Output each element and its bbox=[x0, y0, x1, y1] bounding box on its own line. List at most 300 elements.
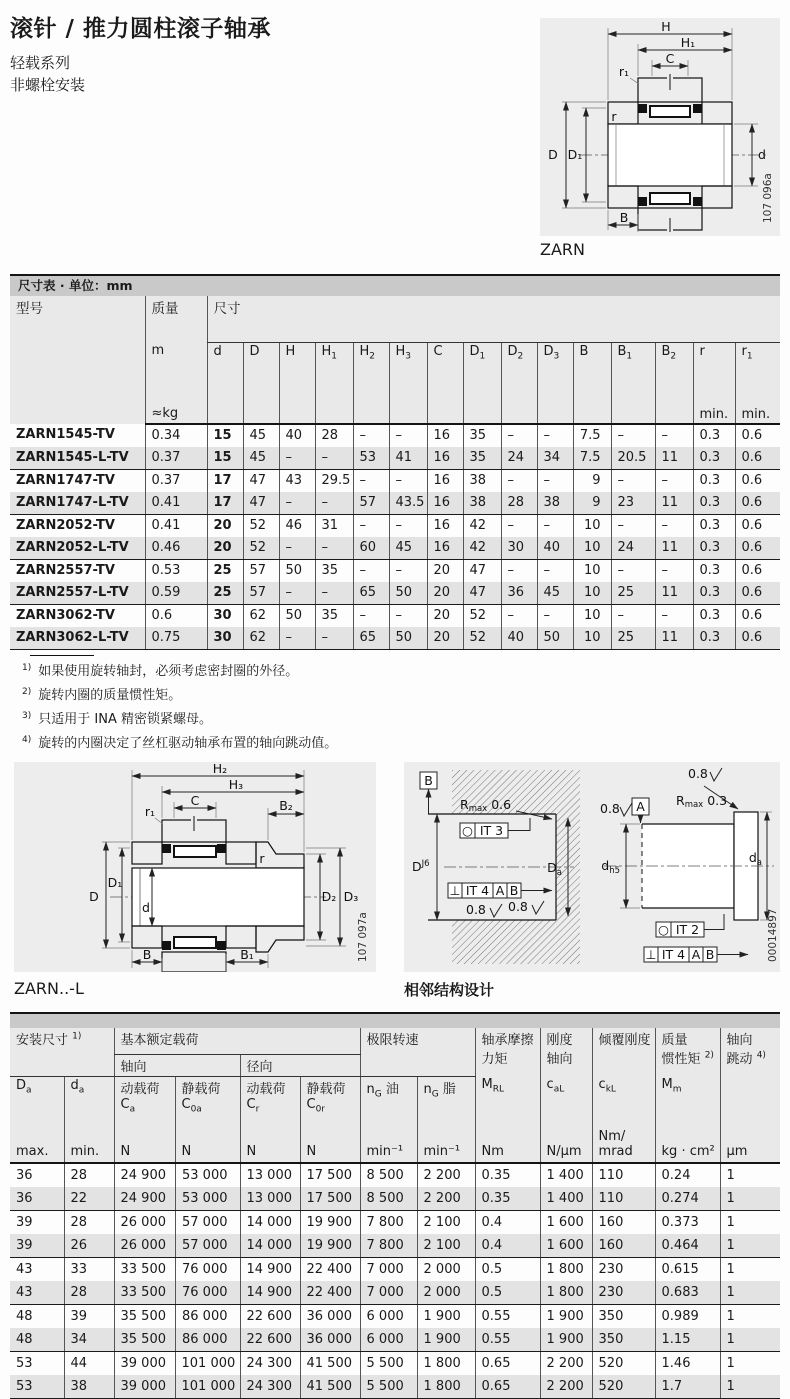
data-value: 0.24 bbox=[655, 1163, 720, 1187]
dim-label-b: B bbox=[142, 947, 152, 962]
mounting-data-table bbox=[10, 1028, 780, 1399]
data-value: 0.65 bbox=[475, 1375, 540, 1399]
data-value: 2 000 bbox=[417, 1281, 475, 1305]
dim-value: – bbox=[353, 424, 389, 447]
dim-value: 52 bbox=[463, 605, 501, 628]
col-header-d bbox=[243, 342, 279, 424]
roundness-symbol: ○ bbox=[658, 922, 669, 937]
data-value: 1 bbox=[720, 1163, 780, 1187]
dim-unit: min. bbox=[741, 406, 771, 422]
mass-value: 0.37 bbox=[145, 470, 207, 493]
symbol-wrap bbox=[360, 344, 386, 422]
it3-label: IT 3 bbox=[479, 823, 504, 838]
table-row bbox=[10, 1258, 780, 1282]
mass-value: 0.6 bbox=[145, 605, 207, 628]
col-header-c bbox=[427, 342, 463, 424]
col-symbol-text: $C_{0a}$ bbox=[181, 1096, 202, 1115]
model-designation: ZARN2052-TV bbox=[16, 518, 115, 533]
model-designation: ZARN3062-L-TV bbox=[10, 627, 145, 650]
data-value: 86 000 bbox=[175, 1305, 240, 1329]
col-symbol-text: $n_G$ 油 bbox=[366, 1081, 399, 1100]
dim-label-r: r bbox=[259, 851, 265, 866]
dim-value: 17 bbox=[207, 470, 243, 493]
dim-value: 0.3 bbox=[693, 424, 735, 447]
data-value: 7 000 bbox=[360, 1281, 417, 1305]
table-row bbox=[10, 1281, 780, 1305]
zarn-l-drawing-figure bbox=[14, 762, 376, 972]
col-header-model: 型号 bbox=[10, 296, 145, 424]
dim-symbol: $D_3$ bbox=[543, 343, 560, 362]
page-subtitle-mounting: 非螺栓安装 bbox=[10, 76, 86, 94]
data-value: 76 000 bbox=[175, 1281, 240, 1305]
mass-value: 0.46 bbox=[145, 537, 207, 560]
data-value: 35 500 bbox=[114, 1305, 175, 1329]
data-value: 160 bbox=[592, 1234, 655, 1258]
mass-unit: ≈kg bbox=[151, 406, 179, 421]
col-header-dims: 尺寸 bbox=[207, 296, 780, 342]
col-symbol-text: $n_G$ 脂 bbox=[423, 1081, 456, 1100]
mounting-table-body bbox=[10, 1163, 780, 1399]
zarn-l-caption: ZARN..-L bbox=[14, 979, 84, 998]
dim-label-r: r bbox=[611, 109, 617, 124]
dim-symbol: B bbox=[579, 343, 589, 359]
dim-value: 9 bbox=[573, 470, 611, 493]
dim-label-b: B bbox=[619, 210, 629, 225]
col-symbol-text: $C_r$ bbox=[246, 1096, 260, 1115]
data-value: 44 bbox=[64, 1352, 114, 1376]
data-value: 350 bbox=[592, 1305, 655, 1329]
dim-value: 0.3 bbox=[693, 582, 735, 605]
dim-value: – bbox=[315, 447, 353, 470]
data-value: 43 bbox=[16, 1262, 33, 1277]
data-value: 28 bbox=[64, 1211, 114, 1235]
data-value: 8 500 bbox=[360, 1163, 417, 1187]
data-value: 38 bbox=[64, 1375, 114, 1399]
dim-value: 7.5 bbox=[573, 424, 611, 447]
dim-value: 52 bbox=[243, 515, 279, 538]
col-symbol-text: $M_m$ bbox=[661, 1077, 682, 1095]
dim-label-D1: D₁ bbox=[567, 147, 583, 162]
data-value: 7 000 bbox=[360, 1258, 417, 1282]
dim-label-r1: r₁ bbox=[144, 804, 156, 819]
dim-value: 30 bbox=[207, 627, 243, 650]
data-value: 101 000 bbox=[175, 1352, 240, 1376]
dim-value: 35 bbox=[463, 447, 501, 470]
table-row bbox=[10, 1328, 780, 1352]
dim-value: – bbox=[537, 560, 573, 583]
col-symbol-text: $C_{0r}$ bbox=[306, 1096, 326, 1115]
dim-value: 16 bbox=[427, 470, 463, 493]
col-symbol-text: $D_a$ bbox=[16, 1077, 32, 1096]
surface-finish-08: 0.8 bbox=[466, 902, 486, 917]
col-label: 动载荷 bbox=[120, 1081, 160, 1097]
dim-symbol: $B_1$ bbox=[617, 343, 633, 362]
table-row bbox=[10, 447, 780, 470]
dimension-lines bbox=[89, 762, 358, 972]
dim-value: 47 bbox=[463, 560, 501, 583]
dim-label-b2: B₂ bbox=[279, 798, 293, 813]
dim-value: 0.3 bbox=[693, 492, 735, 515]
dim-value: – bbox=[537, 470, 573, 493]
model-designation: ZARN2557-L-TV bbox=[10, 582, 145, 605]
dim-value: – bbox=[353, 560, 389, 583]
dim-value: – bbox=[501, 515, 537, 538]
data-value: 1 900 bbox=[417, 1328, 475, 1352]
dim-value: 65 bbox=[353, 627, 389, 650]
dim-value: – bbox=[655, 605, 693, 628]
dim-value: – bbox=[389, 470, 427, 493]
col-header-b bbox=[573, 342, 611, 424]
data-value: 2 200 bbox=[417, 1187, 475, 1211]
table-row bbox=[10, 424, 780, 447]
data-value: 1 900 bbox=[540, 1305, 592, 1329]
data-value: 1 600 bbox=[540, 1211, 592, 1235]
data-value: 1.46 bbox=[655, 1352, 720, 1376]
adjacent-design-caption: 相邻结构设计 bbox=[404, 981, 495, 999]
data-value: 53 000 bbox=[175, 1163, 240, 1187]
mass-value: 0.41 bbox=[145, 492, 207, 515]
dimension-table bbox=[10, 296, 780, 650]
dim-value: – bbox=[315, 492, 353, 515]
table-row bbox=[10, 605, 780, 628]
dim-value: – bbox=[279, 537, 315, 560]
data-value: 14 900 bbox=[240, 1281, 300, 1305]
table-row bbox=[10, 1305, 780, 1329]
data-value: 36 bbox=[10, 1187, 64, 1211]
dim-value: 46 bbox=[279, 515, 315, 538]
dim-value: 20 bbox=[207, 515, 243, 538]
data-value: 1 400 bbox=[540, 1163, 592, 1187]
dim-unit: min. bbox=[699, 406, 729, 422]
dim-value: 0.3 bbox=[693, 515, 735, 538]
data-value: 0.373 bbox=[655, 1211, 720, 1235]
dim-value: – bbox=[279, 492, 315, 515]
dim-value: 52 bbox=[463, 627, 501, 650]
dim-value: – bbox=[353, 470, 389, 493]
dim-value: 16 bbox=[427, 537, 463, 560]
dim-value: 16 bbox=[427, 424, 463, 447]
data-value: 17 500 bbox=[300, 1187, 360, 1211]
dim-value: – bbox=[315, 627, 353, 650]
dim-label-h1: H₁ bbox=[680, 35, 696, 50]
zarn-drawing-figure bbox=[540, 18, 780, 236]
dim-value: – bbox=[611, 605, 655, 628]
bore-diameter-label: $D^{J6}$ bbox=[412, 859, 430, 874]
col-symbol bbox=[655, 1076, 720, 1128]
dim-value: 0.6 bbox=[735, 492, 780, 515]
data-value: 22 bbox=[64, 1187, 114, 1211]
data-value: 0.989 bbox=[655, 1305, 720, 1329]
dim-value: – bbox=[655, 470, 693, 493]
dim-value: – bbox=[389, 515, 427, 538]
frame-datum-b: B bbox=[509, 883, 519, 898]
data-value: 53 000 bbox=[175, 1187, 240, 1211]
col-unit: N bbox=[240, 1128, 300, 1163]
dim-value: 0.3 bbox=[693, 560, 735, 583]
dim-label-D2: D₂ bbox=[321, 889, 337, 904]
dim-value: 57 bbox=[243, 582, 279, 605]
dim-value: 50 bbox=[279, 560, 315, 583]
dim-value: 25 bbox=[611, 582, 655, 605]
data-value: 110 bbox=[592, 1187, 655, 1211]
col-symbol bbox=[360, 1076, 417, 1128]
dim-value: 11 bbox=[655, 627, 693, 650]
shaft-shoulder-label: $d_a$ bbox=[748, 850, 762, 868]
col-unit bbox=[592, 1128, 655, 1163]
dim-value: 36 bbox=[501, 582, 537, 605]
col-symbol-text: $M_{RL}$ bbox=[481, 1077, 505, 1095]
data-value: 0.683 bbox=[655, 1281, 720, 1305]
dimension-table-body bbox=[10, 424, 780, 650]
dim-value: – bbox=[537, 605, 573, 628]
data-value: 0.4 bbox=[475, 1211, 540, 1235]
data-value: 33 bbox=[64, 1258, 114, 1282]
dim-label-c: C bbox=[190, 793, 200, 808]
table-row bbox=[10, 1163, 780, 1187]
data-value: 8 500 bbox=[360, 1187, 417, 1211]
dim-value: 45 bbox=[537, 582, 573, 605]
rmax-03-label: Rmax 0.3 bbox=[676, 793, 728, 810]
dim-symbol: d bbox=[213, 343, 222, 359]
data-value: 26 bbox=[64, 1234, 114, 1258]
data-value: 33 500 bbox=[114, 1258, 175, 1282]
zarn-cross-section-drawing bbox=[540, 18, 780, 236]
data-value: 48 bbox=[10, 1328, 64, 1352]
col-label: 静载荷 bbox=[306, 1081, 346, 1097]
data-value: 13 000 bbox=[240, 1163, 300, 1187]
group-tilting-rigidity: 倾覆刚度 bbox=[592, 1028, 655, 1076]
dim-value: – bbox=[611, 560, 655, 583]
mounting-table-head bbox=[10, 1028, 780, 1163]
dim-symbol: $D_1$ bbox=[469, 343, 486, 362]
data-value: 22 400 bbox=[300, 1281, 360, 1305]
data-value: 0.65 bbox=[475, 1352, 540, 1376]
dim-value: – bbox=[655, 515, 693, 538]
data-value: 1.7 bbox=[655, 1375, 720, 1399]
data-value: 0.274 bbox=[655, 1187, 720, 1211]
dim-value: 15 bbox=[207, 447, 243, 470]
data-value: 41 500 bbox=[300, 1352, 360, 1376]
dim-value: 20 bbox=[427, 605, 463, 628]
data-value: 26 000 bbox=[114, 1211, 175, 1235]
col-unit: kg · cm² bbox=[655, 1128, 720, 1163]
data-value: 19 900 bbox=[300, 1211, 360, 1235]
dim-value: 47 bbox=[243, 470, 279, 493]
data-value: 14 000 bbox=[240, 1211, 300, 1235]
dim-value: – bbox=[501, 470, 537, 493]
symbol-wrap bbox=[700, 344, 732, 422]
data-value: 1 bbox=[720, 1375, 780, 1399]
roundness-symbol: ○ bbox=[462, 823, 473, 838]
dim-value: 0.6 bbox=[735, 560, 780, 583]
table-row bbox=[10, 582, 780, 605]
dim-symbol: D bbox=[249, 343, 260, 359]
dim-value: 25 bbox=[611, 627, 655, 650]
dim-value: – bbox=[279, 447, 315, 470]
dim-label-b1: B₁ bbox=[240, 947, 254, 962]
dim-symbol: $B_2$ bbox=[661, 343, 677, 362]
data-value: 160 bbox=[592, 1211, 655, 1235]
col-symbol bbox=[475, 1076, 540, 1128]
col-symbol bbox=[114, 1076, 175, 1128]
dim-value: – bbox=[389, 424, 427, 447]
col-unit: min⁻¹ bbox=[417, 1128, 475, 1163]
it4-label: IT 4 bbox=[465, 883, 490, 898]
symbol-wrap bbox=[322, 344, 350, 422]
data-value: 0.5 bbox=[475, 1281, 540, 1305]
data-value: 86 000 bbox=[175, 1328, 240, 1352]
dim-value: 20.5 bbox=[611, 447, 655, 470]
footnote-4: $^{4)}$ 旋转的内圈决定了丝杠驱动轴承布置的轴向跳动值。 bbox=[22, 734, 338, 751]
data-value: 1 800 bbox=[540, 1258, 592, 1282]
dim-value: 20 bbox=[207, 537, 243, 560]
data-value: 48 bbox=[16, 1309, 33, 1324]
surface-finish-08: 0.8 bbox=[508, 899, 528, 914]
dim-value: 29.5 bbox=[315, 470, 353, 493]
dim-value: 57 bbox=[243, 560, 279, 583]
symbol-wrap bbox=[544, 344, 570, 422]
dim-value: 20 bbox=[427, 627, 463, 650]
shaft-diagram bbox=[600, 766, 774, 962]
dim-value: 43.5 bbox=[389, 492, 427, 515]
data-value: 1 bbox=[720, 1258, 780, 1282]
dim-value: 11 bbox=[655, 492, 693, 515]
dim-value: – bbox=[655, 560, 693, 583]
dim-label-D: D bbox=[89, 889, 99, 904]
dim-value: 16 bbox=[427, 447, 463, 470]
data-value: 39 bbox=[10, 1234, 64, 1258]
data-value: 24 900 bbox=[114, 1163, 175, 1187]
data-value: 2 100 bbox=[417, 1211, 475, 1235]
col-label: 动载荷 bbox=[246, 1081, 286, 1097]
dim-value: 28 bbox=[501, 492, 537, 515]
data-value: 0.35 bbox=[475, 1163, 540, 1187]
data-value: 2 000 bbox=[417, 1258, 475, 1282]
symbol-wrap bbox=[396, 344, 424, 422]
dim-value: – bbox=[389, 605, 427, 628]
dim-value: 0.6 bbox=[735, 582, 780, 605]
unit-line: mrad bbox=[598, 1144, 633, 1159]
group-axial-rigidity: 刚度 轴向 bbox=[540, 1028, 592, 1076]
dim-value: 50 bbox=[279, 605, 315, 628]
col-symbol-text: $d_a$ bbox=[70, 1077, 85, 1096]
dim-value: – bbox=[279, 627, 315, 650]
symbol-wrap bbox=[434, 344, 460, 422]
dim-value: 62 bbox=[243, 627, 279, 650]
data-value: 36 bbox=[16, 1168, 33, 1183]
model-designation: ZARN1545-TV bbox=[16, 427, 115, 442]
data-value: 28 bbox=[64, 1163, 114, 1187]
data-value: 53 bbox=[10, 1375, 64, 1399]
data-value: 0.5 bbox=[475, 1258, 540, 1282]
col-header-h3 bbox=[389, 342, 427, 424]
dim-value: 45 bbox=[243, 447, 279, 470]
data-value: 0.464 bbox=[655, 1234, 720, 1258]
footnote-separator bbox=[30, 655, 94, 656]
it2-label: IT 2 bbox=[675, 922, 700, 937]
dim-value: – bbox=[315, 582, 353, 605]
data-value: 230 bbox=[592, 1258, 655, 1282]
dim-value: – bbox=[353, 515, 389, 538]
data-value: 17 500 bbox=[300, 1163, 360, 1187]
col-header-b1 bbox=[611, 342, 655, 424]
dim-value: 47 bbox=[463, 582, 501, 605]
dim-symbol: $r_1$ bbox=[741, 343, 753, 362]
data-value: 43 bbox=[10, 1281, 64, 1305]
col-symbol-text: $C_a$ bbox=[120, 1096, 136, 1115]
data-value: 0.4 bbox=[475, 1234, 540, 1258]
col-header-r bbox=[693, 342, 735, 424]
group-mounting-dims: 安装尺寸 $^{1)}$ bbox=[10, 1028, 114, 1076]
dim-value: – bbox=[501, 560, 537, 583]
col-symbol bbox=[64, 1076, 114, 1128]
data-value: 33 500 bbox=[114, 1281, 175, 1305]
dim-symbol: $D_2$ bbox=[507, 343, 524, 362]
col-unit: min. bbox=[64, 1128, 114, 1163]
symbol-wrap bbox=[508, 344, 534, 422]
col-symbol bbox=[300, 1076, 360, 1128]
dim-value: 60 bbox=[353, 537, 389, 560]
model-designation: ZARN1747-L-TV bbox=[10, 492, 145, 515]
dim-value: 62 bbox=[243, 605, 279, 628]
data-value: 24 300 bbox=[240, 1375, 300, 1399]
data-value: 2 200 bbox=[540, 1375, 592, 1399]
dim-value: 10 bbox=[573, 582, 611, 605]
dim-value: 43 bbox=[279, 470, 315, 493]
col-header-h2 bbox=[353, 342, 389, 424]
data-value: 230 bbox=[592, 1281, 655, 1305]
zarn-caption: ZARN bbox=[540, 240, 585, 259]
data-value: 34 bbox=[64, 1328, 114, 1352]
dim-value: 30 bbox=[501, 537, 537, 560]
dim-value: 50 bbox=[389, 582, 427, 605]
data-value: 1 bbox=[720, 1281, 780, 1305]
dim-value: – bbox=[315, 537, 353, 560]
data-value: 7 800 bbox=[360, 1234, 417, 1258]
col-unit: min⁻¹ bbox=[360, 1128, 417, 1163]
footnote-1: $^{1)}$ 如果使用旋转轴封，必须考虑密封圈的外径。 bbox=[22, 662, 299, 679]
page-title: 滚针 / 推力圆柱滚子轴承 bbox=[10, 16, 271, 42]
dim-value: 0.6 bbox=[735, 627, 780, 650]
data-value: 39 000 bbox=[114, 1375, 175, 1399]
model-designation: ZARN1545-L-TV bbox=[10, 447, 145, 470]
col-header-h bbox=[279, 342, 315, 424]
data-value: 1 bbox=[720, 1211, 780, 1235]
data-value: 1 bbox=[720, 1234, 780, 1258]
dim-value: – bbox=[501, 605, 537, 628]
data-value: 2 200 bbox=[417, 1163, 475, 1187]
col-header-b2 bbox=[655, 342, 693, 424]
col-unit: μm bbox=[720, 1128, 780, 1163]
dim-value: 34 bbox=[537, 447, 573, 470]
dim-value: 40 bbox=[501, 627, 537, 650]
dim-value: 24 bbox=[501, 447, 537, 470]
data-value: 39 bbox=[64, 1305, 114, 1329]
mass-symbol: m bbox=[151, 343, 165, 358]
dim-value: 0.3 bbox=[693, 447, 735, 470]
col-symbol bbox=[10, 1076, 64, 1128]
dim-value: 16 bbox=[427, 515, 463, 538]
col-header-d2 bbox=[501, 342, 537, 424]
data-value: 14 000 bbox=[240, 1234, 300, 1258]
dim-value: – bbox=[611, 424, 655, 447]
data-value: 24 900 bbox=[114, 1187, 175, 1211]
shaft-diameter-label: $d_{h5}$ bbox=[601, 858, 620, 876]
dim-value: 45 bbox=[243, 424, 279, 447]
dim-value: 40 bbox=[279, 424, 315, 447]
surface-finish-08: 0.8 bbox=[600, 801, 620, 816]
mass-value: 0.75 bbox=[145, 627, 207, 650]
